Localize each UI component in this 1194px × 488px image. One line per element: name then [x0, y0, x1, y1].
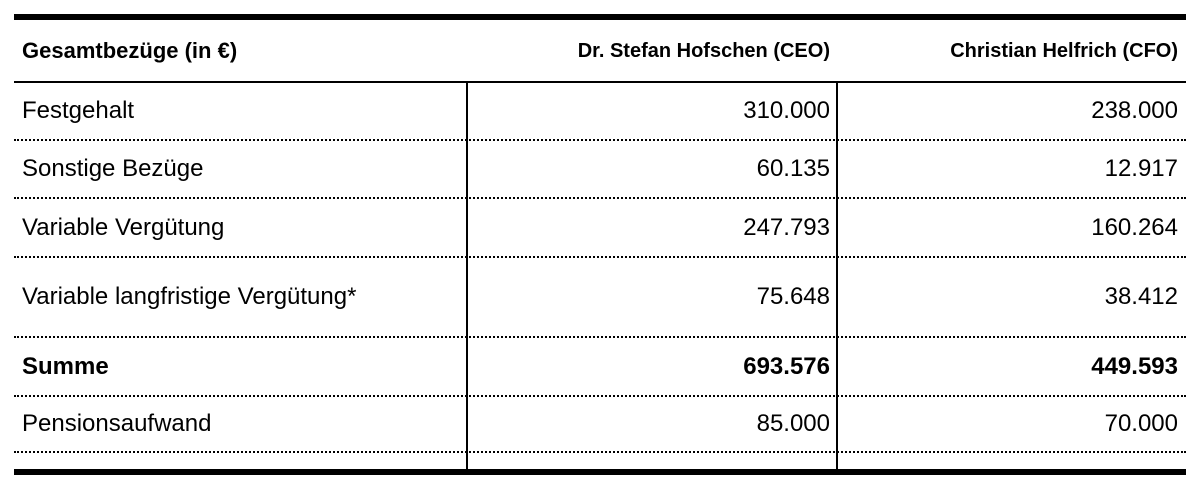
compensation-table — [14, 14, 1186, 475]
table-row — [14, 258, 1186, 338]
row-label: Pensionsaufwand — [22, 410, 212, 437]
table-row-total — [14, 338, 1186, 397]
row-ceo-value: 60.135 — [756, 155, 830, 182]
table-bottom-rule — [14, 469, 1186, 475]
row-label: Variable langfristige Vergütung* — [22, 283, 357, 310]
row-ceo-value: 693.576 — [743, 352, 830, 380]
table-row — [14, 199, 1186, 258]
row-cfo-value: 38.412 — [1104, 283, 1178, 310]
row-ceo-value: 247.793 — [743, 213, 830, 241]
table-row — [14, 141, 1186, 199]
table-body — [14, 83, 1186, 469]
row-label: Sonstige Bezüge — [22, 155, 204, 182]
row-cfo-value: 70.000 — [1104, 410, 1178, 437]
row-cfo-value: 449.593 — [1091, 352, 1178, 380]
table-row — [14, 397, 1186, 453]
row-label: Variable Vergütung — [22, 213, 225, 241]
row-cfo-value: 238.000 — [1091, 97, 1178, 124]
row-label: Festgehalt — [22, 97, 135, 124]
table-header-row — [14, 20, 1186, 81]
row-ceo-value: 310.000 — [743, 97, 830, 124]
row-label: Summe — [22, 352, 109, 380]
row-cfo-value: 12.917 — [1104, 155, 1178, 182]
header-cfo: Christian Helfrich (CFO) — [950, 39, 1178, 62]
table-row-empty — [14, 453, 1186, 469]
row-ceo-value: 85.000 — [756, 410, 830, 437]
header-label: Gesamtbezüge (in €) — [22, 37, 238, 63]
table-row — [14, 83, 1186, 141]
row-cfo-value: 160.264 — [1091, 213, 1178, 241]
header-ceo: Dr. Stefan Hofschen (CEO) — [577, 39, 830, 62]
row-ceo-value: 75.648 — [756, 283, 830, 310]
